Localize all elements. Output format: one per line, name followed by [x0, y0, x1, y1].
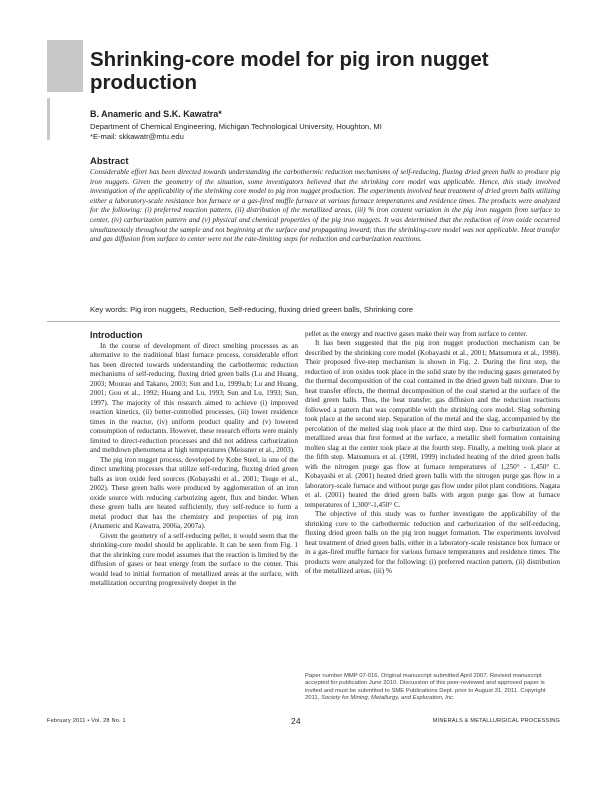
introduction-heading: Introduction [90, 330, 143, 340]
keywords: Key words: Pig iron nuggets, Reduction, Self-reducing, fluxing dried green balls, Shrinking core [90, 305, 414, 314]
body-paragraph: In the course of development of direct smelting processes as an alternative to the traditional blast furnace process, considerable effort has been directed towards understanding the carbothermic reduction mechanisms of self-reducing, fluxing dried green balls (Lu and Huang, 2003; Mourao and Takano, 2003; Sun and Lu, 1999a,b; Lu and Huang, 2001; Gou et al., 1992; Huang and Lu, 1993; Sun and Lu, 1993; Sun, 1997). The majority of this research aimed to achieve (i) improved reaction kinetics, (ii) better-controlled processes, (iii) lower residence times in the reactor, (iv) uniform product quality and (v) lowered consumption of reductants. However, these research efforts were mainly limited to direct-reduction processes and did not address carburization and meltdown phenomena at high temperatures (Meissner et al., 2003). [90, 342, 298, 455]
article-authors: B. Anameric and S.K. Kawatra* [90, 109, 222, 119]
footnote-society: Society for Mining, Metallurgy, and Exploration, Inc. [320, 695, 455, 702]
title-accent-line [47, 98, 50, 140]
page-number: 24 [291, 716, 301, 726]
author-email: *E-mail: skkawatr@mtu.edu [90, 131, 184, 141]
body-column-left [90, 330, 298, 589]
abstract-heading: Abstract [90, 156, 129, 167]
footnote-text: Paper number MMP 07-016. Original manuscript submitted April 2007. Revised manuscript accepted for publication June 2010. Discussion of this peer-reviewed and approved paper is invited and must be submitted to SME Publications Dept. prior to August 31, 2011. Copyright 2011, [305, 673, 546, 702]
affiliation-line: Department of Chemical Engineering, Michigan Technological University, Houghton, MI [90, 122, 382, 131]
body-paragraph-continuation: pellet as the energy and reactive gases make their way from surface to center. [305, 330, 528, 338]
article-title: Shrinking-core model for pig iron nugget production [90, 48, 489, 94]
body-paragraph: The objective of this study was to further investigate the applicability of the shrinking core to the carbothermic reduction and carburization of the self-reducing, fluxing dried green balls on the pig iron nugget formation. The experiments involved heat treatment of dried green balls, either in a laboratory-scale resistance box furnace or in a gas-fired muffle furnace for various furnace temperatures and residence times. The products were analyzed for the following: (i) preferred reaction pattern, (ii) distribution of the metallized areas, (iii) % [305, 510, 560, 576]
footer-journal: MINERALS & METALLURGICAL PROCESSING [432, 718, 560, 724]
title-accent-bar [47, 40, 83, 92]
paper-footnote [305, 673, 560, 703]
body-paragraph: It has been suggested that the pig iron nugget production mechanism can be described by the shrinking core model (Kobayashi et al., 2001; Matsumura et al., 1998). Their proposed five-step mechanism is shown in Fig. 2. During the first step, the reduction of iron oxides took place in the solid state by the reducing gases generated by the thermal decomposition of the coal contained in the dried green ball mixture. Due to heat transfer effects, the thermal decomposition of the coal started at the surface of the dried green balls. Thus, the heat transfer, gas diffusion and the reduction reactions followed a pattern that was compatible with the shrinking core model. Slag softening took place at the second step. Separation of the metal and the slag, accompanied by the percolation of the melted slag took place at the third step. Due to carburization of the metallized areas that first formed at the surface, a metallic shell formation containing molten slag at the center took place at the fourth step. Finally, a melting took place at the fifth step. Matsumura et al. (1998, 1999) included heating of the dried green balls with the nitrogen purge gas flow at furnace temperatures of 1,250° - 1,450° C. Kobayashi et al. (2001) heated dried green balls with the nitrogen purge gas flow in a laboratory-scale furnace and without purge gas flow under pilot plant conditions. Nagata et al. (2001) heated the dried green balls with argon purge gas flow at furnace temperatures of 1,300°-1,450° C. [305, 339, 560, 509]
body-paragraph: Given the geometry of a self-reducing pellet, it would seem that the shrinking-core model should be applicable. It can be seen from Fig. 1 that the shrinking core model assumes that the reaction is limited by the diffusion of gases or heat energy from the surface to the center. This would lead to initial formation of metallized areas at the surface, with metallization occurring progressively deeper in the [90, 531, 298, 588]
author-affiliation [90, 122, 560, 141]
abstract-text: Considerable effort has been directed towards understanding the carbothermic reduction mechanisms of self-reducing, fluxing dried green balls to produce pig iron nuggets. Given the geometry of the situation, some investigators believed that the shrinking core model was applicable. Hence, this study involved investigation of the applicability of the shrinking core model to pig iron nugget production. The experiments involved heat treatment of dried green balls utilizing either a laboratory-scale resistance box furnace or a gas-fired muffle furnace at various furnace temperatures and residence times. The products were analyzed for the following: (i) preferred reaction pattern, (ii) distribution of the metallized areas, (iii) % iron content variation in the pig iron nuggets from surface to center, (iv) carburization pattern and (v) physical and chemical properties of the pig iron nuggets. It was determined that the reduction of iron oxide occurred simultaneously throughout the sample and not beginning at the surface and propagating inward; thus the shrinking-core model was not applicable. Heat transfer and gas diffusion from surface to center were not the rate-limiting steps for reduction and carburization reactions. [90, 168, 560, 244]
divider-line [47, 321, 560, 322]
body-paragraph: The pig iron nugget process, developed by Kobe Steel, is one of the direct smelting processes that utilize self-reducing, fluxing dried green balls as iron oxide feed sources (Kobayashi et al., 2001; Tsuge et al., 2002). These green balls were produced by agglomeration of an iron oxide source with reducing carburizing agent, flux and binder. When these green balls are heated sufficiently, they self-reduce to form a metal product that has the chemistry and properties of pig iron (Anameric and Kawatra, 2006a, 2007a). [90, 455, 298, 531]
body-column-right [305, 330, 560, 577]
footer-issue: February 2011 • Vol. 28 No. 1 [47, 718, 126, 724]
